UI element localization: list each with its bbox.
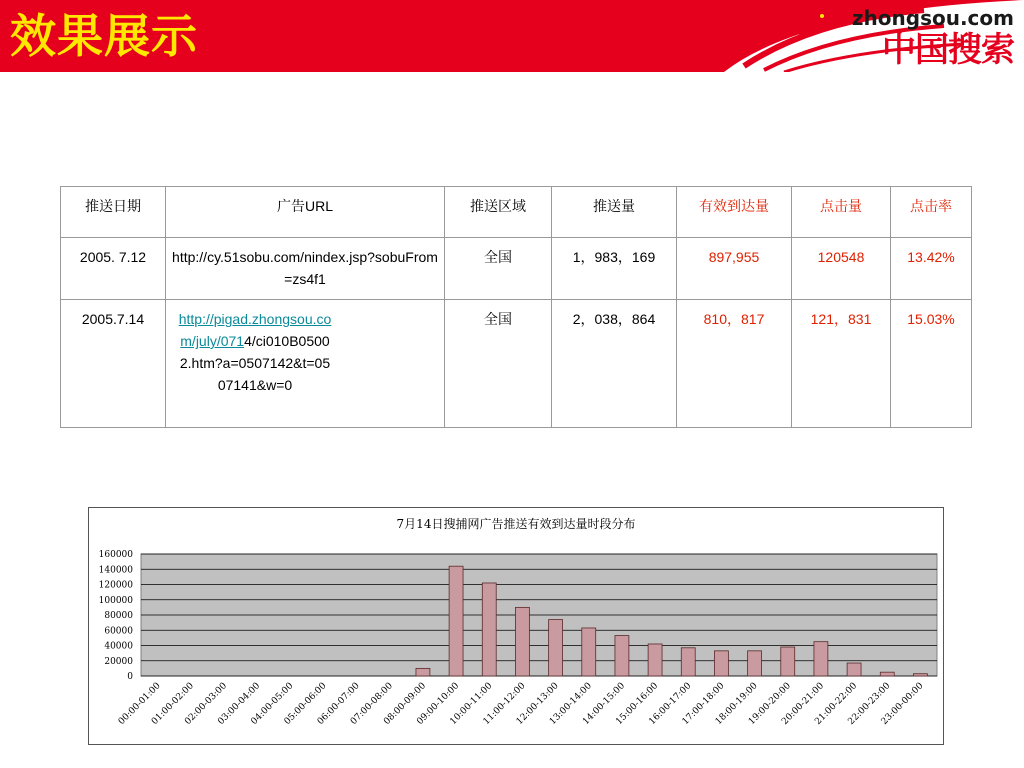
bar	[515, 607, 529, 676]
bar	[681, 648, 695, 676]
bar	[549, 620, 563, 676]
y-tick-label: 160000	[98, 550, 133, 560]
header-rate: 点击率	[891, 187, 972, 238]
x-tick-label: 11:00-12:00	[481, 681, 528, 727]
cell-clicks: 120548	[792, 238, 891, 300]
x-tick-label: 05:00-06:00	[282, 681, 329, 727]
bar	[416, 668, 430, 676]
logo-chinese-name: 中国搜索	[882, 30, 1014, 70]
y-tick-label: 140000	[98, 565, 133, 576]
header-volume: 推送量	[552, 187, 677, 238]
bar	[748, 651, 762, 676]
header-region: 推送区域	[445, 187, 552, 238]
bar	[714, 651, 728, 676]
cell-volume: 1，983，169	[552, 238, 677, 300]
header-banner	[0, 0, 1024, 72]
bar	[648, 644, 662, 676]
cell-rate: 15.03%	[891, 300, 972, 428]
x-tick-label: 14:00-15:00	[581, 681, 628, 727]
x-tick-label: 03:00-04:00	[216, 681, 263, 727]
x-tick-label: 01:00-02:00	[149, 681, 196, 727]
chart-y-ticks	[99, 550, 134, 682]
cell-reach: 810，817	[677, 300, 792, 428]
url-link[interactable]: http://pigad.zhongsou.com/july/071	[178, 311, 332, 349]
bar	[482, 583, 496, 676]
cell-rate: 13.42%	[891, 238, 972, 300]
x-tick-label: 00:00-01:00	[116, 681, 163, 727]
bar	[847, 663, 861, 676]
x-tick-label: 10:00-11:00	[448, 681, 495, 727]
x-tick-label: 18:00-19:00	[713, 681, 760, 727]
y-tick-label: 40000	[104, 641, 133, 652]
header-reach: 有效到达量	[677, 187, 792, 238]
page-title: 效果展示	[10, 9, 198, 63]
header-url: 广告URL	[166, 187, 445, 238]
chart-x-ticks	[117, 681, 926, 727]
bar	[781, 647, 795, 676]
cell-clicks: 121，831	[792, 300, 891, 428]
x-tick-label: 07:00-08:00	[348, 681, 395, 727]
x-tick-label: 17:00-18:00	[680, 681, 727, 727]
hourly-reach-chart	[88, 507, 944, 745]
x-tick-label: 19:00-20:00	[746, 681, 793, 727]
bar	[582, 628, 596, 676]
x-tick-label: 04:00-05:00	[249, 681, 296, 727]
cell-date: 2005. 7.12	[61, 238, 166, 300]
x-tick-label: 06:00-07:00	[315, 681, 362, 727]
x-tick-label: 22:00-23:00	[846, 681, 893, 727]
y-tick-label: 20000	[104, 656, 133, 667]
y-tick-label: 60000	[104, 626, 133, 637]
bar	[615, 636, 629, 676]
bar	[814, 642, 828, 676]
cell-reach: 897,955	[677, 238, 792, 300]
chart-svg	[89, 508, 943, 744]
table-row	[61, 238, 972, 300]
x-tick-label: 16:00-17:00	[647, 681, 694, 727]
url-rest: 4/ci010B05002.htm?a=0507142&t=0507141&w=0	[179, 333, 331, 393]
x-tick-label: 08:00-09:00	[382, 681, 429, 727]
x-tick-label: 12:00-13:00	[514, 681, 561, 727]
y-tick-label: 100000	[98, 595, 133, 606]
cell-url	[166, 300, 445, 428]
x-tick-label: 23:00-00:00	[879, 681, 926, 727]
table-row	[61, 300, 972, 428]
x-tick-label: 20:00-21:00	[780, 681, 827, 727]
bar	[880, 672, 894, 676]
bar	[913, 674, 927, 676]
y-tick-label: 0	[127, 672, 133, 682]
dragon-logo-icon	[794, 4, 834, 44]
cell-region: 全国	[445, 300, 552, 428]
push-results-table	[60, 186, 972, 428]
y-tick-label: 120000	[98, 580, 133, 591]
cell-url: http://cy.51sobu.com/nindex.jsp?sobuFrom=zs4f1	[166, 238, 445, 300]
cell-volume: 2，038，864	[552, 300, 677, 428]
cell-date: 2005.7.14	[61, 300, 166, 428]
header-date: 推送日期	[61, 187, 166, 238]
chart-title: 7月14日搜捕网广告推送有效到达量时段分布	[396, 517, 636, 531]
x-tick-label: 13:00-14:00	[547, 681, 594, 727]
cell-region: 全国	[445, 238, 552, 300]
bar	[449, 566, 463, 676]
y-tick-label: 80000	[104, 611, 133, 621]
logo-domain: zhongsou.com	[851, 6, 1014, 30]
header-clicks: 点击量	[792, 187, 891, 238]
table-header-row	[61, 187, 972, 238]
x-tick-label: 02:00-03:00	[183, 681, 230, 727]
x-tick-label: 21:00-22:00	[813, 681, 860, 727]
x-tick-label: 15:00-16:00	[614, 681, 661, 727]
x-tick-label: 09:00-10:00	[415, 681, 462, 727]
